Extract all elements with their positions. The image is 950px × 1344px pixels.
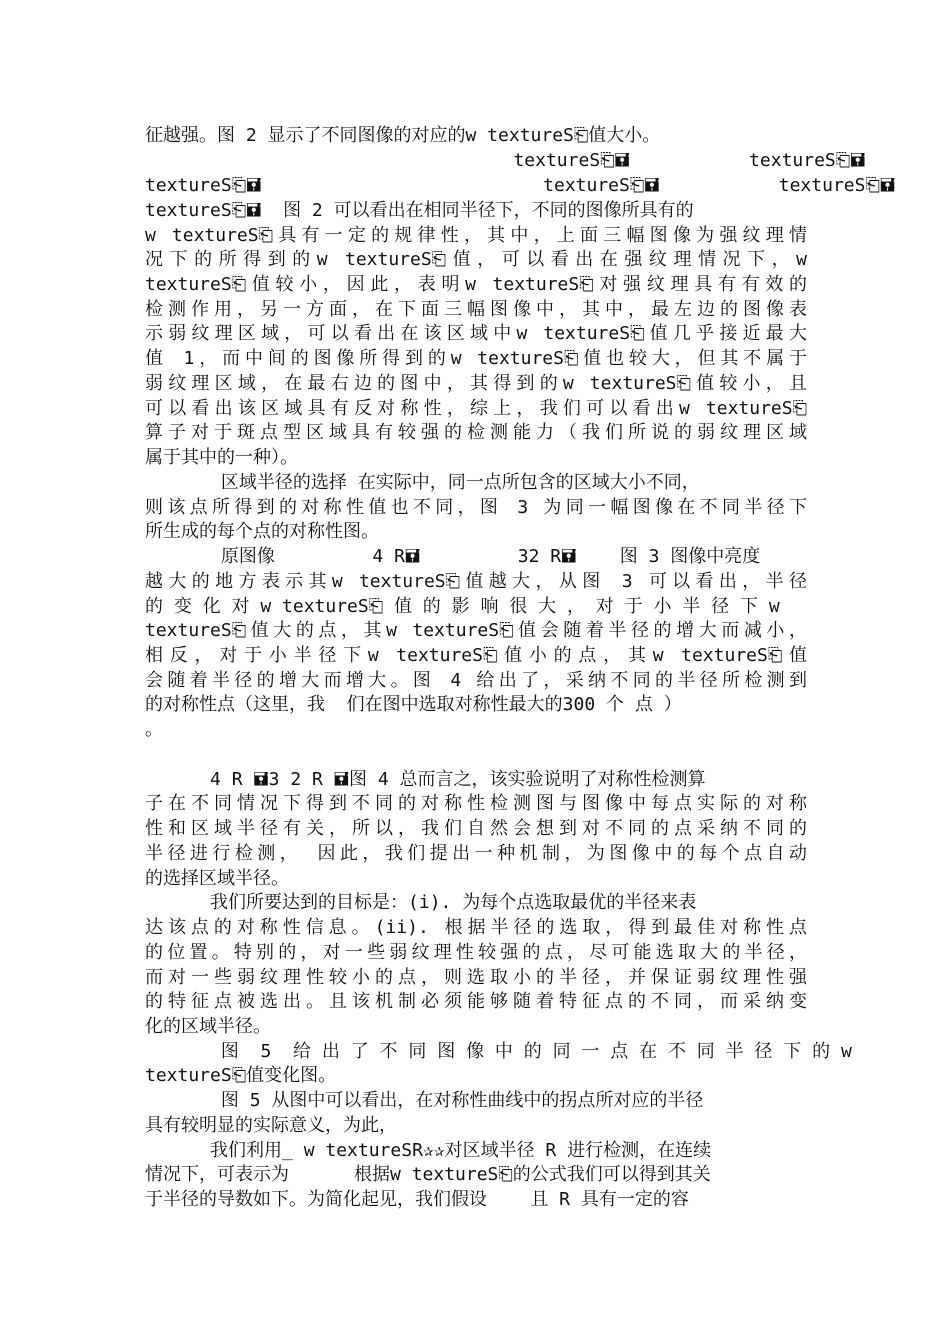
text-line: textureS⎗🖬 textureS⎗🖬 xyxy=(145,150,866,171)
text-line: 于半径的导数如下。为简化起见，我们假设 且 R 具有一定的容 xyxy=(145,1189,689,1210)
text-line: 检测作用，另一方面，在下面三幅图像中，其中，最左边的图像表 xyxy=(145,299,807,320)
text-line: 属于其中的一种）。 xyxy=(145,447,298,468)
text-line: 况下的所得到的w textureS⎗值，可以看出在强纹理情况下，w xyxy=(145,249,807,270)
text-line: 示弱纹理区域，可以看出在该区域中w textureS⎗值几乎接近最大 xyxy=(145,323,807,344)
text-line: 可以看出该区域具有反对称性，综上，我们可以看出w textureS⎗ xyxy=(145,398,807,419)
text-line: 算子对于斑点型区域具有较强的检测能力（我们所说的弱纹理区域 xyxy=(145,422,807,443)
text-line: 而对一些弱纹理性较小的点，则选取小的半径，并保证弱纹理性强 xyxy=(145,967,807,988)
text-line: 达该点的对称性信息。(ii). 根据半径的选取，得到最佳对称性点 xyxy=(145,917,807,938)
text-line: 的位置。特别的，对一些弱纹理性较强的点，尽可能选取大的半径， xyxy=(145,942,807,963)
text-line: 的特征点被选出。且该机制必须能够随着特征点的不同，而采纳变 xyxy=(145,991,807,1012)
text-line: 4 R 🖬3 2 R 🖬图 4 总而言之，该实验说明了对称性检测算 xyxy=(145,769,706,790)
text-line: 我们利用_ w textureSR✰✰对区域半径 R 进行检测，在连续 xyxy=(145,1140,712,1161)
text-line: textureS⎗值大的点，其w textureS⎗值会随着半径的增大而减小， xyxy=(145,620,807,641)
text-line: 区域半径的选择 在实际中，同一点所包含的区域大小不同， xyxy=(145,472,700,493)
text-line: 图 5 从图中可以看出，在对称性曲线中的拐点所对应的半径 xyxy=(145,1090,704,1111)
text-line: 则该点所得到的对称性值也不同，图 3 为同一幅图像在不同半径下 xyxy=(145,497,807,518)
text-line: 会随着半径的增大而增大。图 4 给出了，采纳不同的半径所检测到 xyxy=(145,670,807,691)
text-line: 相反，对于小半径下w textureS⎗值小的点，其w textureS⎗值 xyxy=(145,645,807,666)
text-line: 具有较明显的实际意义，为此， xyxy=(145,1115,397,1136)
text-line: 半径进行检测， 因此，我们提出一种机制，为图像中的每个点自动 xyxy=(145,843,807,864)
text-line: 值 1，而中间的图像所得到的w textureS⎗值也较大，但其不属于 xyxy=(145,348,807,369)
text-line: 子在不同情况下得到不同的对称性检测图与图像中每点实际的对称 xyxy=(145,793,807,814)
text-line: 原图像 4 R🖬 32 R🖬 图 3 图像中亮度 xyxy=(145,546,761,567)
text-line: 我们所要达到的目标是：(i). 为每个点选取最优的半径来表 xyxy=(145,892,697,913)
text-line: 。 xyxy=(145,719,163,740)
text-line: w textureS⎗具有一定的规律性，其中，上面三幅图像为强纹理情 xyxy=(145,225,807,246)
text-line: 性和区域半径有关，所以，我们自然会想到对不同的点采纳不同的 xyxy=(145,818,807,839)
text-line: 越大的地方表示其w textureS⎗值越大，从图 3 可以看出，半径 xyxy=(145,571,807,592)
text-line: textureS⎗🖬 图 2 可以看出在相同半径下，不同的图像所具有的 xyxy=(145,200,694,221)
text-line: 的选择区域半径。 xyxy=(145,868,289,889)
text-line: 情况下，可表示为 根据w textureS⎗的公式我们可以得到其关 xyxy=(145,1164,711,1185)
text-line: 所生成的每个点的对称性图。 xyxy=(145,521,379,542)
text-line: textureS⎗值较小，因此，表明w textureS⎗对强纹理具有有效的 xyxy=(145,274,807,295)
text-line: textureS⎗🖬 textureS⎗🖬 textureS⎗🖬 xyxy=(145,175,896,196)
text-line: 图 5 给 出 了 不 同 图 像 中 的 同 一 点 在 不 同 半 径 下 的 w xyxy=(145,1041,852,1062)
text-line: textureS⎗值变化图。 xyxy=(145,1065,337,1086)
text-line: 弱纹理区域，在最右边的图中，其得到的w textureS⎗值较小，且 xyxy=(145,373,807,394)
text-line: 征越强。图 2 显示了不同图像的对应的w textureS⎗值大小。 xyxy=(145,125,661,146)
text-line: 的对称性点（这里，我 们在图中选取对称性最大的300 个 点 ） xyxy=(145,694,682,715)
text-line: 的 变 化 对 w textureS⎗ 值 的 影 响 很 大 ， 对 于 小 半 径 下 w xyxy=(145,596,780,617)
text-line: 化的区域半径。 xyxy=(145,1016,271,1037)
